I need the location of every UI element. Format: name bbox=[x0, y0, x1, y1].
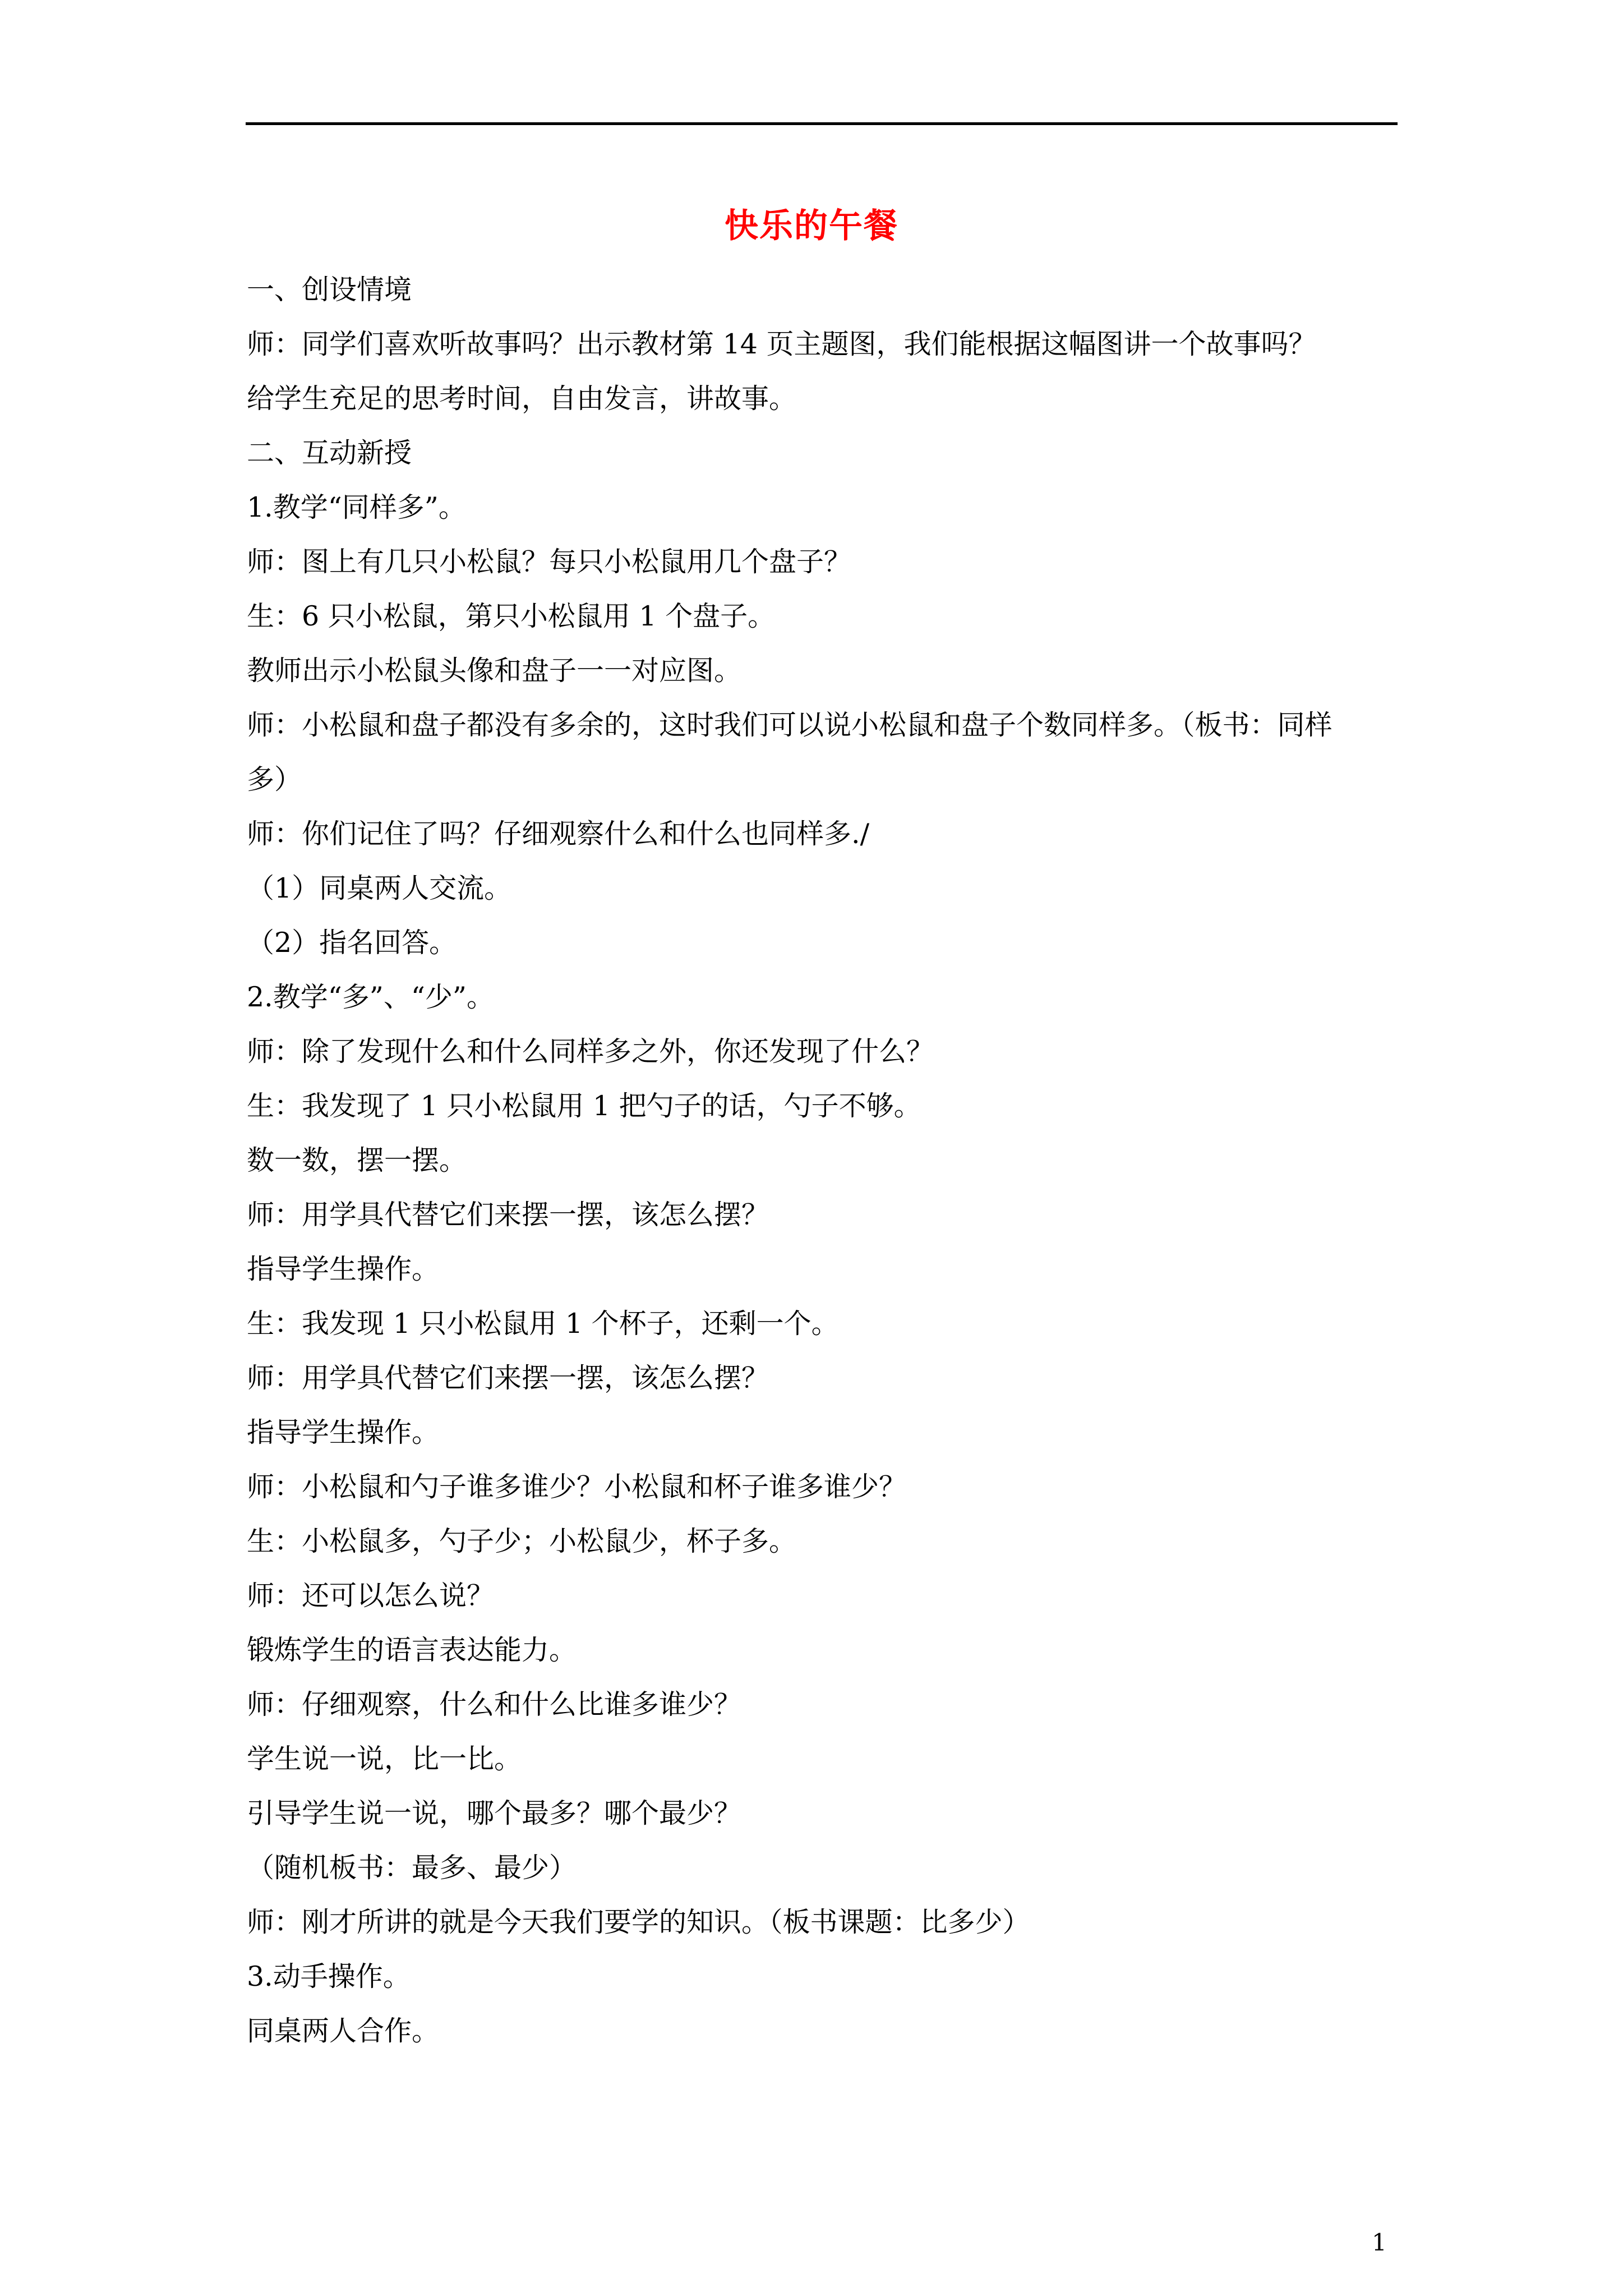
paragraph: 同桌两人合作。 bbox=[247, 2015, 440, 2047]
paragraph: 教师出示小松鼠头像和盘子一一对应图。 bbox=[247, 655, 742, 687]
paragraph: （2）指名回答。 bbox=[247, 927, 457, 959]
paragraph: 指导学生操作。 bbox=[247, 1253, 440, 1285]
paragraph: 生：小松鼠多，勺子少；小松鼠少，杯子多。 bbox=[247, 1525, 797, 1557]
paragraph: 生：6 只小松鼠，第只小松鼠用 1 个盘子。 bbox=[247, 600, 776, 632]
paragraph: 学生说一说，比一比。 bbox=[247, 1743, 522, 1775]
subsection-heading-3: 3.动手操作。 bbox=[247, 1961, 411, 1993]
paragraph: 锻炼学生的语言表达能力。 bbox=[247, 1634, 577, 1666]
paragraph: 师：仔细观察，什么和什么比谁多谁少？ bbox=[247, 1688, 742, 1720]
document-body bbox=[247, 263, 1402, 2058]
paragraph: 师：除了发现什么和什么同样多之外，你还发现了什么？ bbox=[247, 1036, 934, 1068]
header-rule bbox=[246, 122, 1398, 125]
paragraph: 师：你们记住了吗？仔细观察什么和什么也同样多./ bbox=[247, 818, 870, 850]
document-title: 快乐的午餐 bbox=[725, 206, 898, 246]
paragraph: 多） bbox=[247, 763, 302, 795]
paragraph: 师：还可以怎么说？ bbox=[247, 1580, 495, 1612]
paragraph: 生：我发现了 1 只小松鼠用 1 把勺子的话，勺子不够。 bbox=[247, 1090, 921, 1122]
subsection-heading-1: 1.教学“同样多”。 bbox=[247, 491, 466, 523]
paragraph: 指导学生操作。 bbox=[247, 1416, 440, 1448]
paragraph: 师：图上有几只小松鼠？每只小松鼠用几个盘子？ bbox=[247, 546, 852, 578]
paragraph: 师：小松鼠和盘子都没有多余的，这时我们可以说小松鼠和盘子个数同样多。（板书：同样 bbox=[247, 709, 1332, 741]
paragraph: 生：我发现 1 只小松鼠用 1 个杯子，还剩一个。 bbox=[247, 1308, 839, 1340]
section-heading-1: 一、创设情境 bbox=[247, 274, 412, 306]
paragraph: （随机板书：最多、最少） bbox=[247, 1852, 577, 1884]
paragraph: 师：小松鼠和勺子谁多谁少？小松鼠和杯子谁多谁少？ bbox=[247, 1471, 907, 1503]
paragraph: （1）同桌两人交流。 bbox=[247, 872, 512, 904]
paragraph: 师：刚才所讲的就是今天我们要学的知识。（板书课题：比多少） bbox=[247, 1906, 1030, 1938]
paragraph: 引导学生说一说，哪个最多？哪个最少？ bbox=[247, 1797, 742, 1829]
section-heading-2: 二、互动新授 bbox=[247, 437, 412, 469]
paragraph: 数一数，摆一摆。 bbox=[247, 1144, 467, 1176]
paragraph: 师：用学具代替它们来摆一摆，该怎么摆？ bbox=[247, 1362, 769, 1394]
page-number: 1 bbox=[1372, 2229, 1387, 2256]
subsection-heading-2: 2.教学“多”、“少”。 bbox=[247, 981, 494, 1013]
paragraph: 给学生充足的思考时间，自由发言，讲故事。 bbox=[247, 383, 797, 415]
paragraph: 师：用学具代替它们来摆一摆，该怎么摆？ bbox=[247, 1199, 769, 1231]
paragraph: 师：同学们喜欢听故事吗？出示教材第 14 页主题图，我们能根据这幅图讲一个故事吗？ bbox=[247, 328, 1316, 360]
